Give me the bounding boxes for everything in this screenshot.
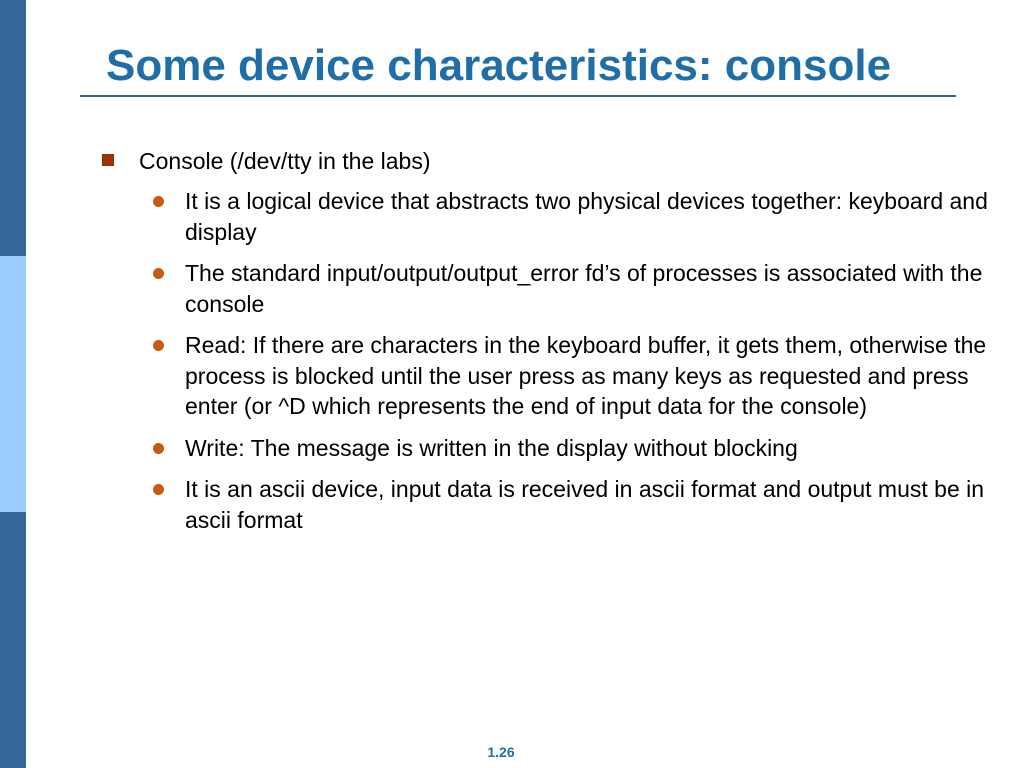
main-bullet-text: Console (/dev/tty in the labs) xyxy=(139,148,431,174)
slide-title: Some device characteristics: console xyxy=(106,41,892,90)
side-bar-top xyxy=(0,0,26,256)
sub-bullet-item xyxy=(150,433,1010,464)
sub-bullet-item xyxy=(150,474,1010,535)
sub-bullet-list xyxy=(150,186,1010,546)
sub-bullet-text: The standard input/output/output_error fd’s of processes is associated with the console xyxy=(185,260,983,317)
round-bullet-icon xyxy=(153,268,164,279)
slide-number xyxy=(0,744,1024,760)
slide-number-text: 1.26 xyxy=(487,744,515,760)
round-bullet-icon xyxy=(153,340,164,351)
title-underline xyxy=(80,95,956,97)
square-bullet-icon xyxy=(102,154,114,166)
sub-bullet-text: It is an ascii device, input data is received in ascii format and output must be in ascii format xyxy=(185,476,985,533)
sub-bullet-text: Read: If there are characters in the keyboard buffer, it gets them, otherwise the process is blocked until the user press as many keys as requested and press enter (or ^D which represents the end of input data for the console) xyxy=(185,332,987,419)
sub-bullet-text: Write: The message is written in the display without blocking xyxy=(185,434,798,461)
sub-bullet-item xyxy=(150,186,1010,247)
sub-bullet-item xyxy=(150,258,1010,319)
round-bullet-icon xyxy=(153,443,164,454)
side-bar-bottom xyxy=(0,512,26,768)
sub-bullet-item xyxy=(150,330,1010,422)
round-bullet-icon xyxy=(153,484,164,495)
side-bar-middle xyxy=(0,256,26,512)
round-bullet-icon xyxy=(153,196,164,207)
sub-bullet-text: It is a logical device that abstracts two physical devices together: keyboard and display xyxy=(185,188,988,245)
